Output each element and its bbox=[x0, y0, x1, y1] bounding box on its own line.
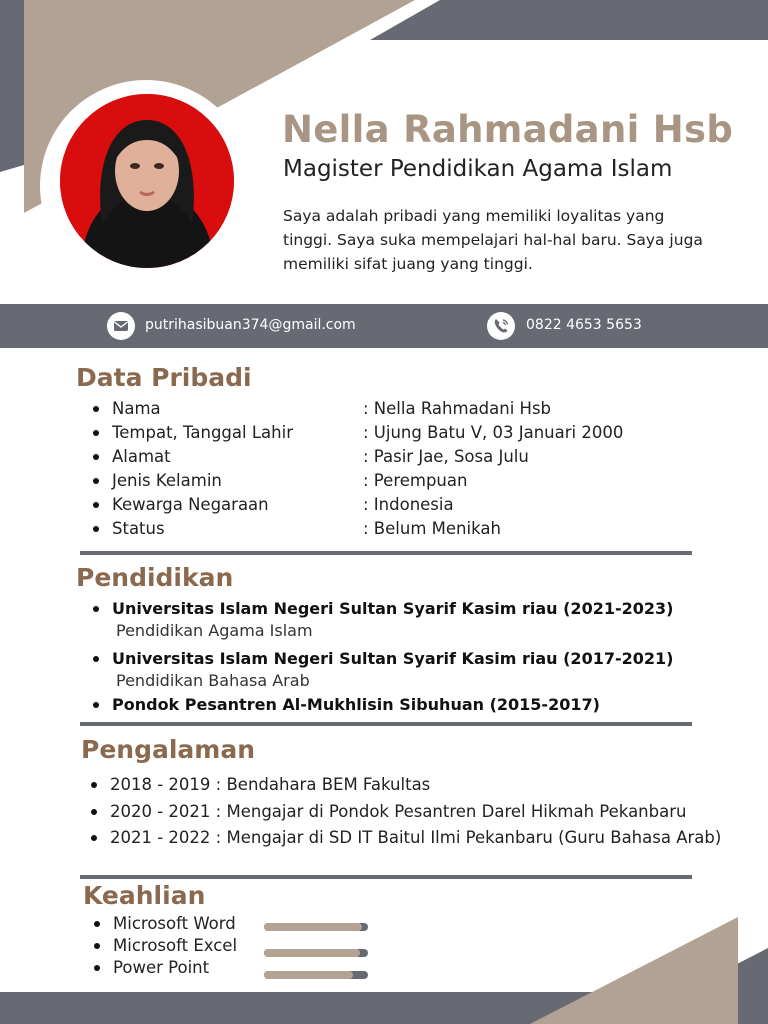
education-school: Universitas Islam Negeri Sultan Syarif Kasim riau (2021-2023) bbox=[112, 599, 674, 618]
section-title-skills: Keahlian bbox=[83, 881, 206, 910]
personal-value: : Indonesia bbox=[363, 495, 454, 514]
bullet-icon bbox=[91, 782, 97, 788]
personal-row-birth bbox=[112, 423, 293, 442]
personal-row-status bbox=[112, 519, 165, 538]
personal-row-name bbox=[112, 399, 161, 418]
bullet-icon bbox=[93, 526, 99, 532]
skill-item bbox=[113, 914, 236, 933]
section-divider bbox=[80, 722, 692, 726]
skill-level-fill bbox=[264, 971, 353, 979]
section-divider bbox=[80, 875, 692, 879]
personal-row-address bbox=[112, 447, 171, 466]
personal-label: Nama bbox=[112, 399, 161, 418]
candidate-name: Nella Rahmadani Hsb bbox=[282, 108, 734, 151]
education-school: Universitas Islam Negeri Sultan Syarif Kasim riau (2017-2021) bbox=[112, 649, 674, 668]
experience-item bbox=[110, 802, 686, 821]
email-text[interactable]: putrihasibuan374@gmail.com bbox=[145, 317, 356, 333]
section-title-experience: Pengalaman bbox=[81, 735, 255, 764]
section-title-personal: Data Pribadi bbox=[76, 363, 252, 392]
experience-item bbox=[110, 828, 721, 847]
candidate-title: Magister Pendidikan Agama Islam bbox=[283, 156, 673, 182]
mail-icon bbox=[107, 312, 135, 340]
experience-text: 2020 - 2021 : Mengajar di Pondok Pesantren Darel Hikmah Pekanbaru bbox=[110, 802, 687, 821]
personal-label: Tempat, Tanggal Lahir bbox=[112, 423, 293, 442]
personal-value: : Nella Rahmadani Hsb bbox=[363, 399, 552, 418]
education-item bbox=[112, 695, 600, 714]
personal-label: Alamat bbox=[112, 447, 171, 466]
profile-photo bbox=[60, 94, 234, 268]
bullet-icon bbox=[93, 478, 99, 484]
skill-item bbox=[113, 936, 237, 955]
education-school: Pondok Pesantren Al-Mukhlisin Sibuhuan (2015-2017) bbox=[112, 695, 600, 714]
top-right-slate-band bbox=[370, 0, 768, 40]
personal-row-gender bbox=[112, 471, 222, 490]
experience-text: 2018 - 2019 : Bendahara BEM Fakultas bbox=[110, 775, 431, 794]
personal-value: : Pasir Jae, Sosa Julu bbox=[363, 447, 529, 466]
skill-level-bar bbox=[264, 923, 368, 931]
bullet-icon bbox=[91, 809, 97, 815]
education-major: Pendidikan Bahasa Arab bbox=[116, 671, 310, 690]
skill-level-bar bbox=[264, 971, 368, 979]
bullet-icon bbox=[94, 943, 100, 949]
skill-item bbox=[113, 958, 209, 977]
education-item bbox=[112, 599, 674, 640]
summary-text: Saya adalah pribadi yang memiliki loyalitas yang tinggi. Saya suka mempelajari hal-hal baru. Saya juga memiliki sifat juang yang tinggi. bbox=[283, 207, 703, 273]
education-item bbox=[112, 649, 674, 690]
section-title-education: Pendidikan bbox=[76, 563, 234, 592]
bullet-icon bbox=[93, 454, 99, 460]
bullet-icon bbox=[94, 965, 100, 971]
bullet-icon bbox=[94, 921, 100, 927]
bullet-icon bbox=[93, 502, 99, 508]
skill-level-fill bbox=[264, 949, 360, 957]
skill-level-bar bbox=[264, 949, 368, 957]
personal-value: : Ujung Batu V, 03 Januari 2000 bbox=[363, 423, 624, 442]
experience-item bbox=[110, 775, 430, 794]
personal-value: : Belum Menikah bbox=[363, 519, 501, 538]
section-divider bbox=[80, 551, 692, 555]
bullet-icon bbox=[93, 406, 99, 412]
bullet-icon bbox=[93, 702, 99, 708]
skill-name: Microsoft Word bbox=[113, 914, 236, 933]
experience-text: 2021 - 2022 : Mengajar di SD IT Baitul Ilmi Pekanbaru (Guru Bahasa Arab) bbox=[110, 828, 722, 847]
bullet-icon bbox=[91, 835, 97, 841]
skill-level-fill bbox=[264, 923, 362, 931]
bullet-icon bbox=[93, 606, 99, 612]
education-major: Pendidikan Agama Islam bbox=[116, 621, 313, 640]
personal-value: : Perempuan bbox=[363, 471, 468, 490]
phone-icon bbox=[487, 312, 515, 340]
top-left-slate-strip bbox=[0, 0, 24, 172]
personal-row-citizenship bbox=[112, 495, 269, 514]
personal-label: Jenis Kelamin bbox=[112, 471, 222, 490]
skill-name: Power Point bbox=[113, 958, 210, 977]
personal-label: Status bbox=[112, 519, 165, 538]
bullet-icon bbox=[93, 430, 99, 436]
bottom-right-tan-triangle bbox=[530, 917, 738, 1024]
bullet-icon bbox=[93, 656, 99, 662]
skill-name: Microsoft Excel bbox=[113, 936, 238, 955]
phone-text[interactable]: 0822 4653 5653 bbox=[526, 317, 642, 333]
personal-label: Kewarga Negaraan bbox=[112, 495, 269, 514]
contact-bar bbox=[0, 304, 768, 348]
